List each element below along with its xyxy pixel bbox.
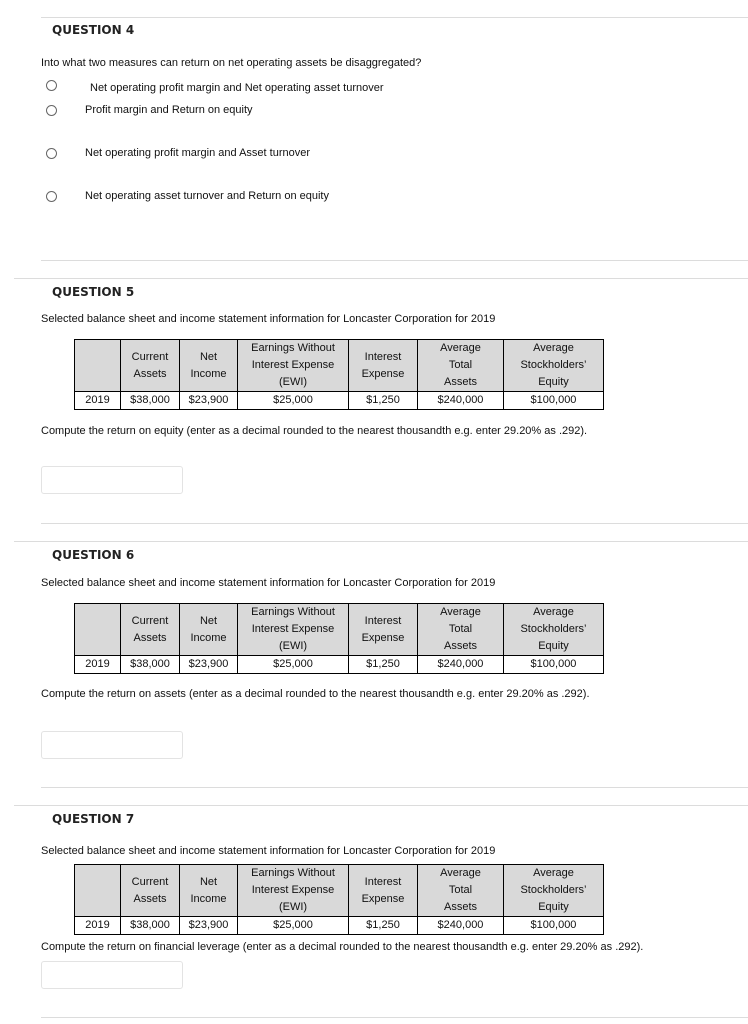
q4-option-4-radio[interactable] <box>46 191 57 202</box>
question-6-intro: Selected balance sheet and income statement information for Loncaster Corporation for 2019 <box>41 577 496 589</box>
average-total-assets-value: $240,000 <box>418 392 504 410</box>
interest-expense-value: $1,250 <box>349 917 418 935</box>
question-4-prompt: Into what two measures can return on net operating assets be disaggregated? <box>41 57 422 69</box>
question-5-title: QUESTION 5 <box>52 285 135 299</box>
average-equity-value: $100,000 <box>504 917 604 935</box>
interest-expense-value: $1,250 <box>349 656 418 674</box>
year-header-cell <box>75 340 121 392</box>
average-equity-value: $100,000 <box>504 656 604 674</box>
q4-option-1-radio[interactable] <box>46 80 57 91</box>
question-7-divider <box>41 1017 748 1018</box>
q4-option-2-radio[interactable] <box>46 105 57 116</box>
question-7-top-divider <box>14 805 748 806</box>
header-interest-expense: Interest Expense <box>349 865 418 917</box>
current-assets-value: $38,000 <box>121 392 180 410</box>
ewi-value: $25,000 <box>238 392 349 410</box>
header-average-total-assets: Average Total Assets <box>418 604 504 656</box>
header-average-equity: Average Stockholders’ Equity <box>504 604 604 656</box>
question-6-title: QUESTION 6 <box>52 548 135 562</box>
header-net-income: Net Income <box>180 340 238 392</box>
ewi-value: $25,000 <box>238 656 349 674</box>
q4-option-3-label[interactable]: Net operating profit margin and Asset turnover <box>85 147 311 159</box>
header-average-total-assets: Average Total Assets <box>418 865 504 917</box>
year-cell: 2019 <box>75 656 121 674</box>
header-ewi: Earnings Without Interest Expense (EWI) <box>238 340 349 392</box>
year-cell: 2019 <box>75 392 121 410</box>
average-total-assets-value: $240,000 <box>418 656 504 674</box>
question-5-prompt: Compute the return on equity (enter as a decimal rounded to the nearest thousandth e.g. enter 29.20% as .292). <box>41 425 588 437</box>
table-header-row <box>75 340 604 392</box>
header-ewi: Earnings Without Interest Expense (EWI) <box>238 865 349 917</box>
question-7-intro: Selected balance sheet and income statement information for Loncaster Corporation for 2019 <box>41 845 496 857</box>
header-net-income: Net Income <box>180 865 238 917</box>
table-row <box>75 656 604 674</box>
question-7-title: QUESTION 7 <box>52 812 135 826</box>
header-current-assets: Current Assets <box>121 604 180 656</box>
question-6-divider <box>41 787 748 788</box>
question-6-prompt: Compute the return on assets (enter as a decimal rounded to the nearest thousandth e.g. enter 29.20% as .292). <box>41 688 590 700</box>
year-cell: 2019 <box>75 917 121 935</box>
average-equity-value: $100,000 <box>504 392 604 410</box>
question-5-top-divider <box>14 278 748 279</box>
question-7-data-table <box>74 864 604 935</box>
net-income-value: $23,900 <box>180 656 238 674</box>
net-income-value: $23,900 <box>180 392 238 410</box>
header-interest-expense: Interest Expense <box>349 604 418 656</box>
question-6-answer-input[interactable] <box>41 731 183 759</box>
table-row <box>75 392 604 410</box>
top-divider <box>41 17 748 18</box>
interest-expense-value: $1,250 <box>349 392 418 410</box>
question-5-data-table <box>74 339 604 410</box>
header-average-equity: Average Stockholders’ Equity <box>504 340 604 392</box>
question-5-answer-input[interactable] <box>41 466 183 494</box>
question-4-title: QUESTION 4 <box>52 23 135 37</box>
average-total-assets-value: $240,000 <box>418 917 504 935</box>
header-average-equity: Average Stockholders’ Equity <box>504 865 604 917</box>
header-average-total-assets: Average Total Assets <box>418 340 504 392</box>
table-header-row <box>75 865 604 917</box>
ewi-value: $25,000 <box>238 917 349 935</box>
net-income-value: $23,900 <box>180 917 238 935</box>
table-row <box>75 917 604 935</box>
current-assets-value: $38,000 <box>121 656 180 674</box>
question-5-intro: Selected balance sheet and income statement information for Loncaster Corporation for 2019 <box>41 313 496 325</box>
year-header-cell <box>75 604 121 656</box>
header-ewi: Earnings Without Interest Expense (EWI) <box>238 604 349 656</box>
question-6-data-table <box>74 603 604 674</box>
header-interest-expense: Interest Expense <box>349 340 418 392</box>
q4-option-4-label[interactable]: Net operating asset turnover and Return on equity <box>85 190 329 202</box>
question-7-prompt: Compute the return on financial leverage (enter as a decimal rounded to the nearest thousandth e.g. enter 29.20% as .292). <box>41 941 644 953</box>
header-current-assets: Current Assets <box>121 865 180 917</box>
q4-option-3-radio[interactable] <box>46 148 57 159</box>
header-current-assets: Current Assets <box>121 340 180 392</box>
table-header-row <box>75 604 604 656</box>
header-net-income: Net Income <box>180 604 238 656</box>
question-7-answer-input[interactable] <box>41 961 183 989</box>
q4-option-1-label[interactable]: Net operating profit margin and Net operating asset turnover <box>90 82 384 94</box>
year-header-cell <box>75 865 121 917</box>
question-6-top-divider <box>14 541 748 542</box>
q4-option-2-label[interactable]: Profit margin and Return on equity <box>85 104 253 116</box>
current-assets-value: $38,000 <box>121 917 180 935</box>
question-4-divider <box>41 260 748 261</box>
question-5-divider <box>41 523 748 524</box>
